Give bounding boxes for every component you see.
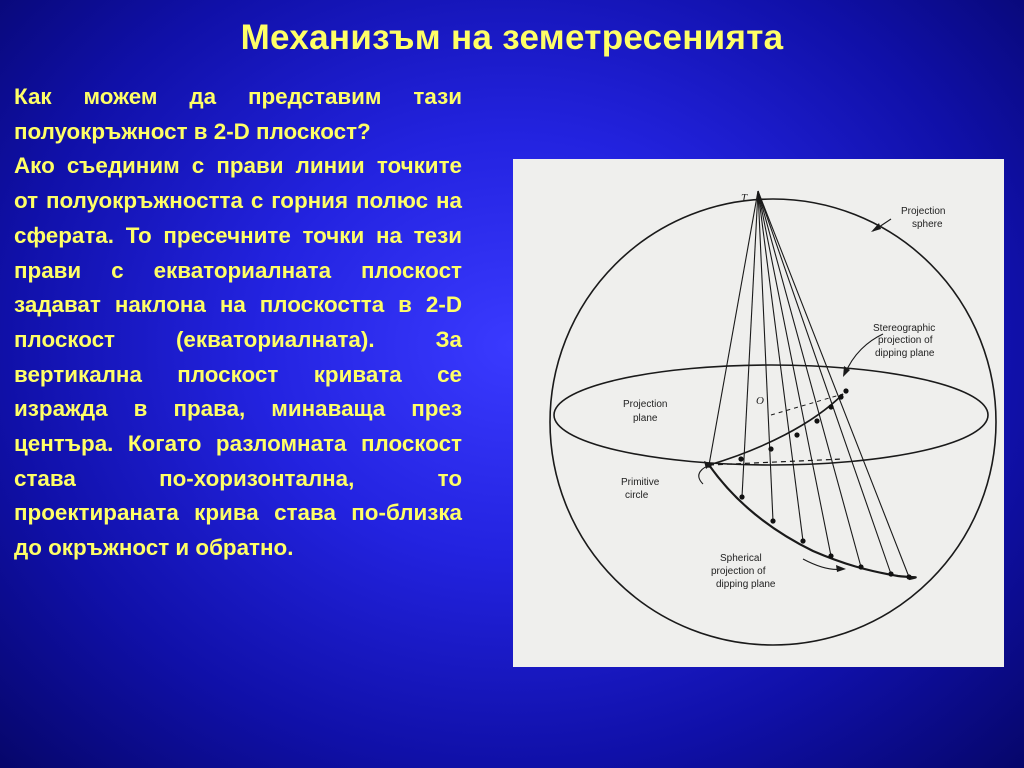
projection-point [770, 518, 775, 523]
spherical-projection-label-3: dipping plane [716, 579, 776, 590]
projection-point [794, 432, 799, 437]
projection-rays [709, 191, 909, 577]
projection-diagram [513, 159, 1004, 667]
projection-ray [758, 191, 773, 521]
answer-paragraph: Ако съединим с прави линии точките от полуокръжността с горния полюс на сферата. То пресечните точки на тези прави с екваториалната плоскост задават наклона на плоскостта в 2-D плоскост (екваториалната). За вертикална плоскост кривата се изражда в права, минаваща през центъра. Когато разломната плоскост става по-хоризонтална, то проектираната крива става по-близка до окръжност и обратно. [14, 153, 462, 561]
projection-ray [758, 191, 909, 577]
projection-ray [758, 191, 831, 556]
point-o-label: O [756, 395, 764, 407]
projection-point [814, 418, 819, 423]
projection-point [828, 404, 833, 409]
explanation-text [14, 80, 462, 566]
point-t-label: T [741, 192, 748, 204]
projection-point [739, 494, 744, 499]
stereographic-label-3: dipping plane [875, 348, 935, 359]
projection-point [800, 538, 805, 543]
projection-ray [758, 191, 891, 574]
projection-point [858, 564, 863, 569]
spherical-projection-label-1: Spherical [720, 553, 762, 564]
projection-point [843, 388, 848, 393]
slide-title: Механизъм на земетресенията [240, 18, 784, 57]
projection-point [906, 574, 911, 579]
projection-plane-label-1: Projection [623, 399, 668, 410]
primitive-circle-label-1: Primitive [621, 477, 660, 488]
projection-point [828, 553, 833, 558]
projection-points [706, 388, 911, 579]
stereographic-label-2: projection of [878, 335, 933, 346]
stereographic-label-1: Stereographic [873, 323, 936, 334]
projection-point [768, 446, 773, 451]
projection-ray [758, 191, 861, 567]
projection-point [838, 394, 843, 399]
question-paragraph: Как можем да представим тази полуокръжност в 2-D плоскост? [14, 84, 462, 144]
projection-sphere-label-2: sphere [912, 219, 943, 230]
projection-sphere-label-1: Projection [901, 206, 946, 217]
spherical-projection-label-2: projection of [711, 566, 766, 577]
projection-point [888, 571, 893, 576]
projection-plane-label-2: plane [633, 413, 658, 424]
projection-point [738, 456, 743, 461]
stereographic-projection-figure [513, 159, 1004, 667]
primitive-circle-label-2: circle [625, 490, 649, 501]
